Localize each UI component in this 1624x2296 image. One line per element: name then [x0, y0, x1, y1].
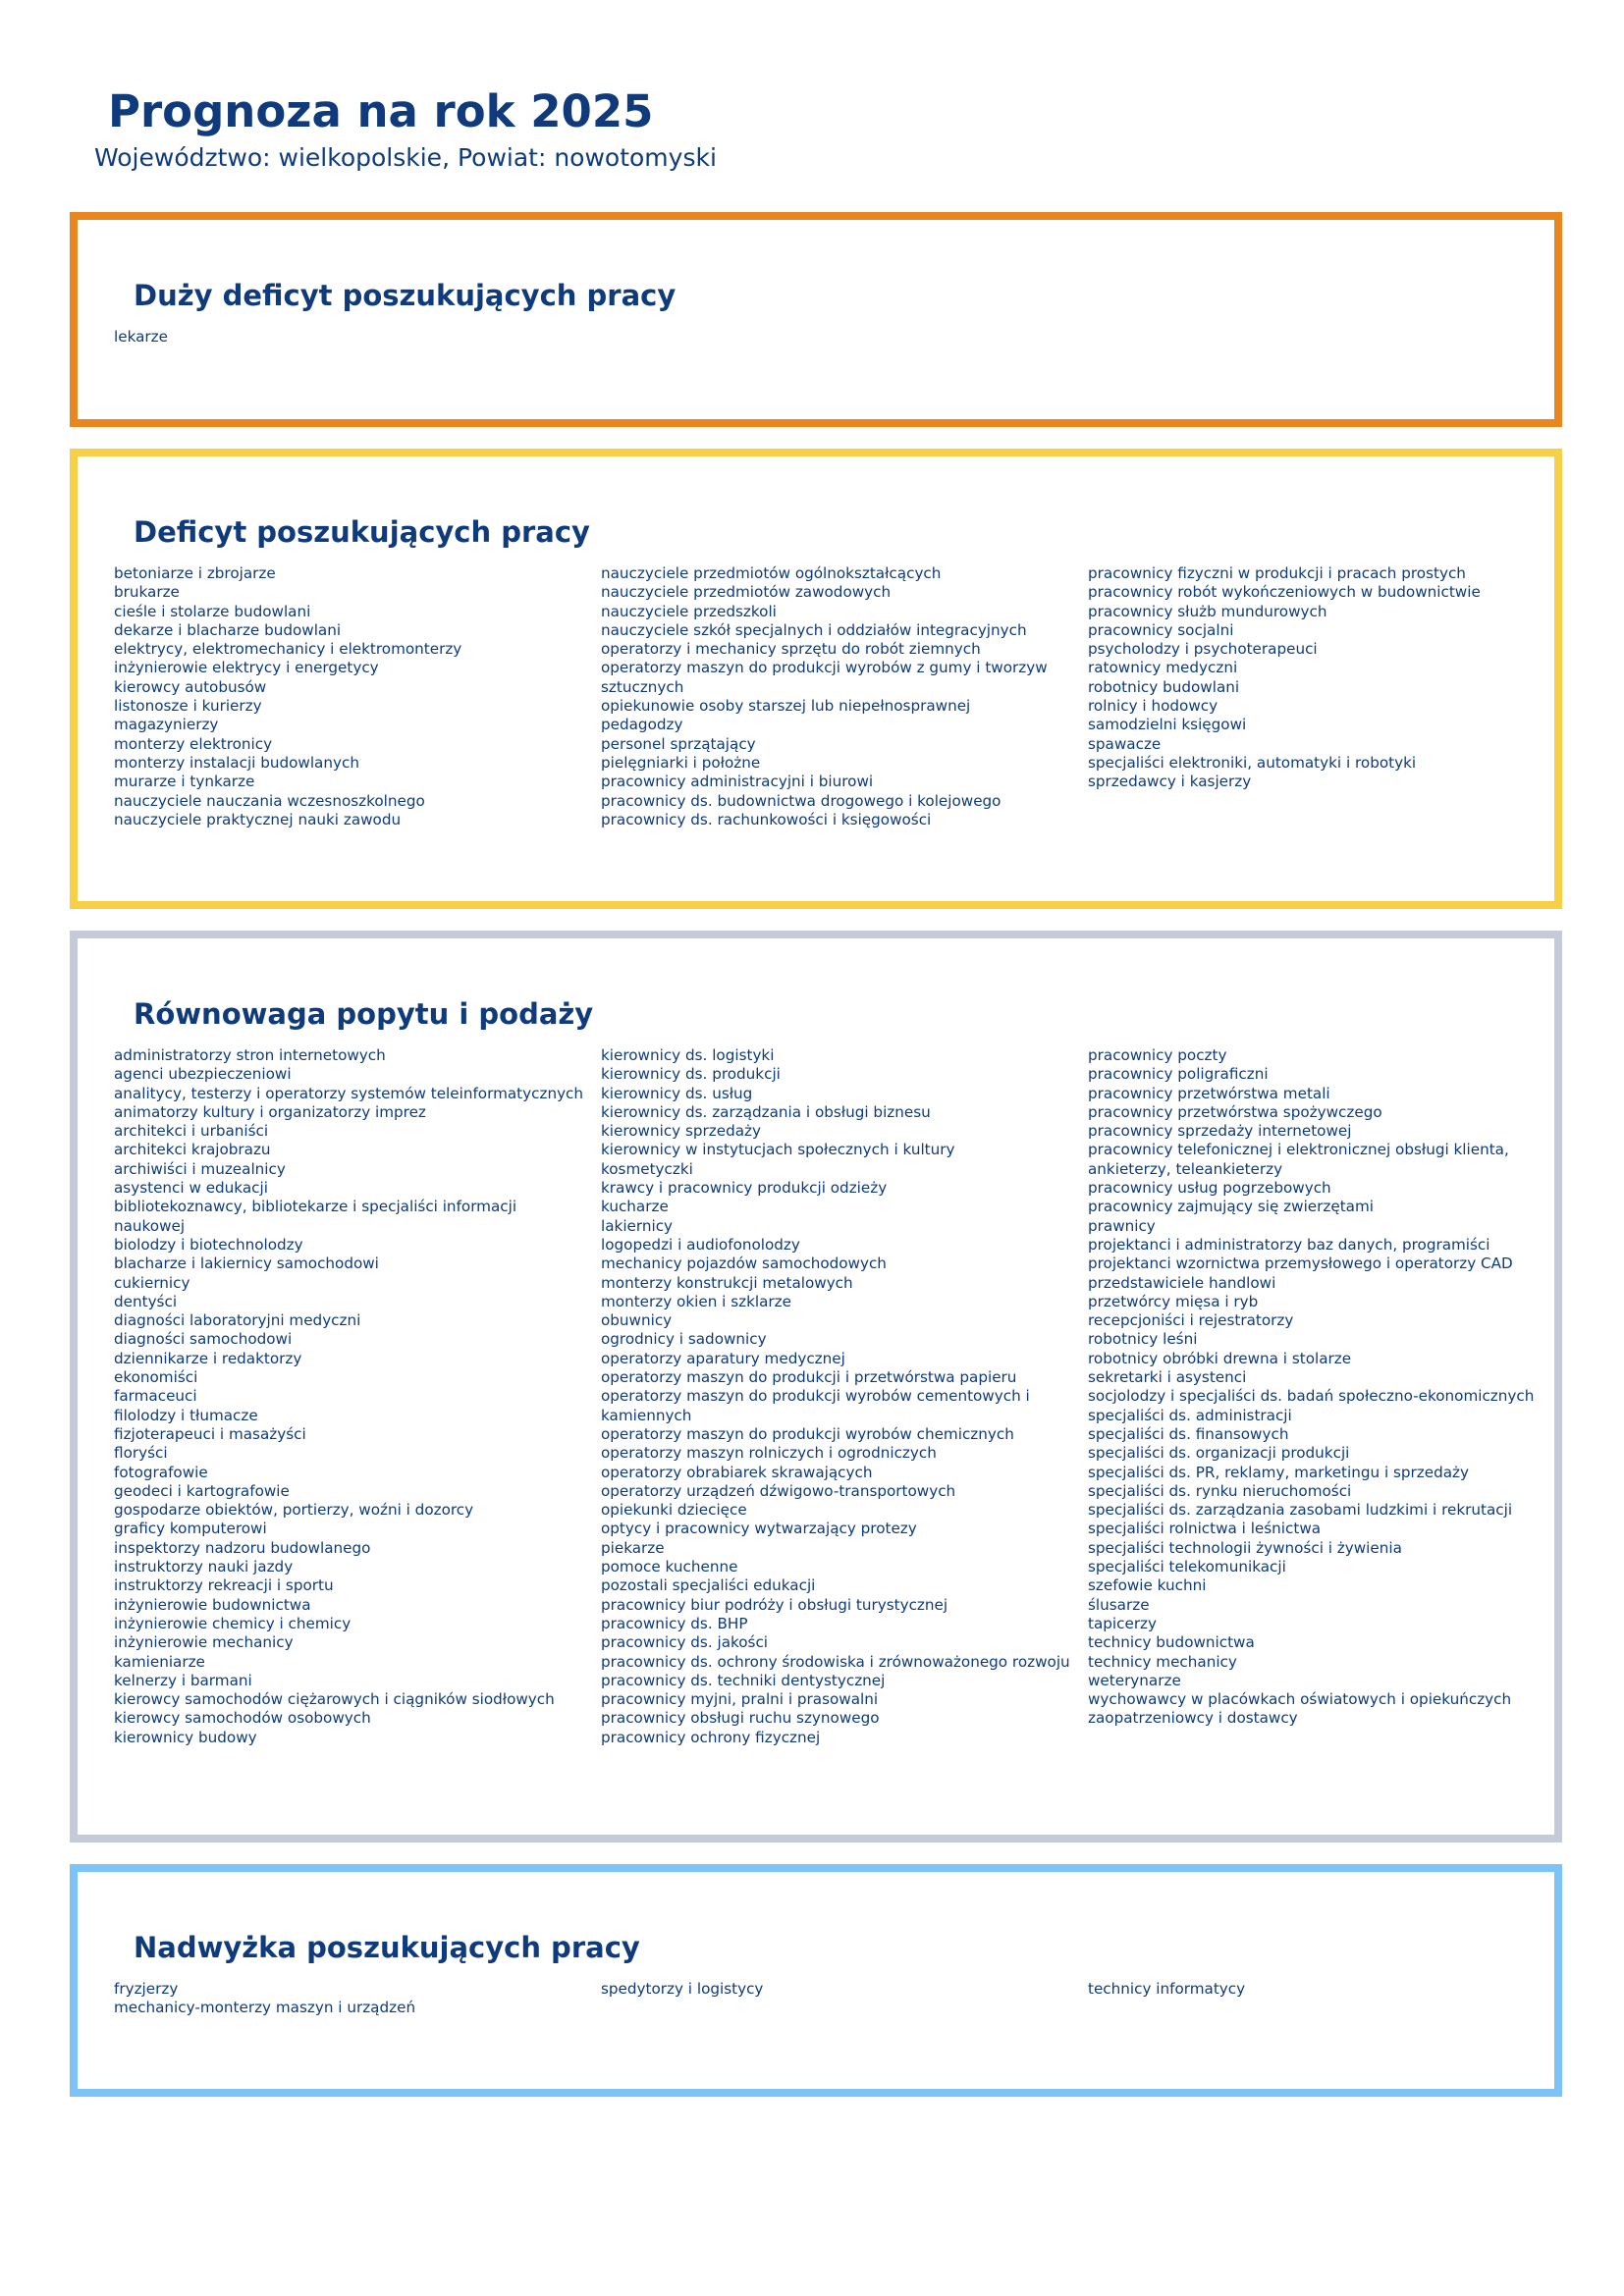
occupation-item: rolnicy i hodowcy — [1088, 697, 1218, 716]
occupation-item: bibliotekoznawcy, bibliotekarze i specjaliści informacji naukowej — [114, 1198, 517, 1235]
occupation-item: lakiernicy — [601, 1216, 674, 1235]
occupation-item: specjaliści ds. administracji — [1088, 1406, 1292, 1424]
occupation-item: nauczyciele przedszkoli — [601, 602, 777, 620]
occupation-item: kierownicy sprzedaży — [601, 1122, 762, 1141]
occupation-item: psycholodzy i psychoterapeuci — [1088, 640, 1318, 659]
occupation-item: pracownicy ochrony fizycznej — [601, 1728, 821, 1746]
occupation-item: specjaliści ds. finansowych — [1088, 1424, 1289, 1443]
occupation-item: murarze i tynkarze — [114, 773, 255, 791]
occupation-item: pracownicy sprzedaży internetowej — [1088, 1122, 1352, 1141]
occupation-item: ślusarze — [1088, 1595, 1150, 1614]
occupation-item: geodeci i kartografowie — [114, 1481, 290, 1500]
occupation-item: samodzielni księgowi — [1088, 716, 1247, 734]
occupation-item: magazynierzy — [114, 716, 219, 734]
occupation-item: pomoce kuchenne — [601, 1558, 738, 1576]
occupation-column-2 — [601, 328, 1088, 347]
occupation-item: kamieniarze — [114, 1652, 205, 1671]
occupation-item: piekarze — [601, 1538, 665, 1557]
occupation-item: robotnicy obróbki drewna i stolarze — [1088, 1349, 1352, 1367]
occupation-item: pracownicy telefonicznej i elektronicznej obsługi klienta, ankieterzy, teleankieterzy — [1088, 1141, 1509, 1178]
occupation-item: instruktorzy rekreacji i sportu — [114, 1576, 334, 1595]
occupation-item: dziennikarze i redaktorzy — [114, 1349, 302, 1367]
occupation-item: instruktorzy nauki jazdy — [114, 1558, 294, 1576]
occupation-item: spawacze — [1088, 734, 1162, 753]
occupation-item: pozostali specjaliści edukacji — [601, 1576, 816, 1595]
occupation-item: operatorzy maszyn do produkcji i przetwórstwa papieru — [601, 1368, 1017, 1387]
occupation-item: specjaliści ds. organizacji produkcji — [1088, 1444, 1350, 1463]
occupation-item: blacharze i lakiernicy samochodowi — [114, 1255, 379, 1273]
occupation-item: kosmetyczki — [601, 1159, 693, 1178]
occupation-item: inżynierowie chemicy i chemicy — [114, 1614, 352, 1632]
occupation-item: pielęgniarki i położne — [601, 753, 761, 772]
occupation-column-1 — [114, 1980, 601, 2018]
occupation-column-3 — [1088, 1046, 1575, 1747]
occupation-item: przetwórcy mięsa i ryb — [1088, 1292, 1259, 1310]
occupation-item: technicy informatycy — [1088, 1980, 1246, 1998]
occupation-item: operatorzy maszyn do produkcji wyrobów cementowych i kamiennych — [601, 1387, 1030, 1424]
occupation-item: technicy budownictwa — [1088, 1633, 1255, 1652]
occupation-item: pracownicy usług pogrzebowych — [1088, 1179, 1331, 1198]
occupation-item: mechanicy pojazdów samochodowych — [601, 1255, 887, 1273]
occupation-item: floryści — [114, 1444, 168, 1463]
section-duzy-deficyt — [70, 212, 1562, 427]
occupation-item: operatorzy maszyn do produkcji wyrobów z gumy i tworzyw sztucznych — [601, 659, 1048, 696]
occupation-item: kierownicy ds. usług — [601, 1084, 753, 1102]
occupation-item: pracownicy poligraficzni — [1088, 1065, 1269, 1084]
occupation-item: ogrodnicy i sadownicy — [601, 1330, 767, 1349]
occupation-item: fizjoterapeuci i masażyści — [114, 1424, 306, 1443]
occupation-item: inżynierowie elektrycy i energetycy — [114, 659, 379, 677]
occupation-item: analitycy, testerzy i operatorzy systemów teleinformatycznych — [114, 1084, 584, 1102]
section-title: Nadwyżka poszukujących pracy — [134, 1931, 640, 1964]
occupation-item: wychowawcy w placówkach oświatowych i opiekuńczych — [1088, 1690, 1512, 1709]
occupation-item: tapicerzy — [1088, 1614, 1158, 1632]
occupation-item: pracownicy administracyjni i biurowi — [601, 773, 874, 791]
occupation-item: filolodzy i tłumacze — [114, 1406, 258, 1424]
section-deficyt — [70, 449, 1562, 909]
occupation-item: kierownicy w instytucjach społecznych i kultury — [601, 1141, 955, 1159]
occupation-item: operatorzy maszyn rolniczych i ogrodniczych — [601, 1444, 937, 1463]
occupation-column-1 — [114, 328, 601, 347]
occupation-item: inżynierowie mechanicy — [114, 1633, 294, 1652]
occupation-item: przedstawiciele handlowi — [1088, 1273, 1276, 1292]
occupation-item: inżynierowie budownictwa — [114, 1595, 311, 1614]
occupation-item: diagności laboratoryjni medyczni — [114, 1311, 361, 1330]
occupation-column-2 — [601, 1046, 1088, 1747]
occupation-item: specjaliści elektroniki, automatyki i robotyki — [1088, 753, 1417, 772]
occupation-item: szefowie kuchni — [1088, 1576, 1207, 1595]
occupation-item: farmaceuci — [114, 1387, 197, 1406]
occupation-item: sprzedawcy i kasjerzy — [1088, 773, 1252, 791]
occupation-item: weterynarze — [1088, 1671, 1181, 1689]
occupation-item: optycy i pracownicy wytwarzający protezy — [601, 1520, 917, 1538]
page-subtitle: Województwo: wielkopolskie, Powiat: nowotomyski — [94, 143, 717, 172]
occupation-item: projektanci wzornictwa przemysłowego i operatorzy CAD — [1088, 1255, 1513, 1273]
occupation-item: gospodarze obiektów, portierzy, woźni i dozorcy — [114, 1501, 474, 1520]
occupation-item: animatorzy kultury i organizatorzy imprez — [114, 1102, 426, 1121]
occupation-item: zaopatrzeniowcy i dostawcy — [1088, 1709, 1298, 1728]
occupation-item: pracownicy robót wykończeniowych w budownictwie — [1088, 583, 1481, 602]
occupation-item: inspektorzy nadzoru budowlanego — [114, 1538, 371, 1557]
occupation-item: obuwnicy — [601, 1311, 673, 1330]
occupation-columns — [114, 1980, 1535, 2018]
occupation-item: asystenci w edukacji — [114, 1179, 268, 1198]
occupation-item: pracownicy ds. ochrony środowiska i zrównoważonego rozwoju — [601, 1652, 1070, 1671]
occupation-item: pracownicy służb mundurowych — [1088, 602, 1327, 620]
occupation-item: specjaliści ds. zarządzania zasobami ludzkimi i rekrutacji — [1088, 1501, 1513, 1520]
occupation-item: specjaliści ds. PR, reklamy, marketingu i sprzedaży — [1088, 1463, 1470, 1481]
occupation-item: pedagodzy — [601, 716, 683, 734]
occupation-item: fotografowie — [114, 1463, 208, 1481]
occupation-column-1 — [114, 564, 601, 829]
occupation-item: pracownicy ds. jakości — [601, 1633, 769, 1652]
occupation-item: pracownicy socjalni — [1088, 620, 1234, 639]
occupation-item: personel sprzątający — [601, 734, 756, 753]
occupation-item: krawcy i pracownicy produkcji odzieży — [601, 1179, 888, 1198]
occupation-item: operatorzy i mechanicy sprzętu do robót ziemnych — [601, 640, 981, 659]
occupation-item: cukiernicy — [114, 1273, 190, 1292]
occupation-item: opiekunowie osoby starszej lub niepełnosprawnej — [601, 697, 971, 716]
occupation-item: kierownicy ds. logistyki — [601, 1046, 775, 1064]
occupation-item: architekci krajobrazu — [114, 1141, 271, 1159]
occupation-item: projektanci i administratorzy baz danych, programiści — [1088, 1235, 1490, 1254]
occupation-item: biolodzy i biotechnolodzy — [114, 1235, 303, 1254]
occupation-item: monterzy elektronicy — [114, 734, 273, 753]
occupation-item: kierownicy ds. produkcji — [601, 1065, 781, 1084]
section-nadwyzka — [70, 1864, 1562, 2097]
occupation-item: brukarze — [114, 583, 180, 602]
occupation-item: operatorzy obrabiarek skrawających — [601, 1463, 873, 1481]
occupation-item: betoniarze i zbrojarze — [114, 564, 276, 582]
occupation-item: operatorzy maszyn do produkcji wyrobów chemicznych — [601, 1424, 1014, 1443]
occupation-item: operatorzy urządzeń dźwigowo-transportowych — [601, 1481, 956, 1500]
occupation-item: pracownicy fizyczni w produkcji i pracach prostych — [1088, 564, 1466, 582]
occupation-item: nauczyciele szkół specjalnych i oddziałów integracyjnych — [601, 620, 1027, 639]
occupation-item: architekci i urbaniści — [114, 1122, 269, 1141]
occupation-item: specjaliści technologii żywności i żywienia — [1088, 1538, 1402, 1557]
occupation-item: cieśle i stolarze budowlani — [114, 602, 311, 620]
occupation-item: kierowcy samochodów ciężarowych i ciągników siodłowych — [114, 1690, 555, 1709]
occupation-item: administratorzy stron internetowych — [114, 1046, 386, 1064]
occupation-item: dekarze i blacharze budowlani — [114, 620, 342, 639]
section-title: Równowaga popytu i podaży — [134, 997, 594, 1031]
occupation-item: robotnicy budowlani — [1088, 677, 1240, 696]
occupation-column-2 — [601, 1980, 1088, 2018]
occupation-item: nauczyciele przedmiotów zawodowych — [601, 583, 892, 602]
occupation-item: pracownicy przetwórstwa spożywczego — [1088, 1102, 1382, 1121]
occupation-item: pracownicy zajmujący się zwierzętami — [1088, 1198, 1374, 1216]
occupation-item: specjaliści rolnictwa i leśnictwa — [1088, 1520, 1322, 1538]
occupation-item: spedytorzy i logistycy — [601, 1980, 764, 1998]
occupation-item: robotnicy leśni — [1088, 1330, 1198, 1349]
occupation-item: logopedzi i audiofonolodzy — [601, 1235, 800, 1254]
occupation-item: pracownicy biur podróży i obsługi turystycznej — [601, 1595, 948, 1614]
occupation-column-1 — [114, 1046, 601, 1747]
occupation-item: pracownicy ds. BHP — [601, 1614, 748, 1632]
occupation-item: socjolodzy i specjaliści ds. badań społeczno-ekonomicznych — [1088, 1387, 1535, 1406]
page-title: Prognoza na rok 2025 — [108, 85, 654, 137]
occupation-item: pracownicy obsługi ruchu szynowego — [601, 1709, 880, 1728]
occupation-item: pracownicy ds. budownictwa drogowego i kolejowego — [601, 791, 1001, 810]
occupation-item: diagności samochodowi — [114, 1330, 293, 1349]
occupation-column-2 — [601, 564, 1088, 829]
occupation-item: monterzy okien i szklarze — [601, 1292, 791, 1310]
occupation-item: nauczyciele praktycznej nauki zawodu — [114, 810, 402, 828]
occupation-item: kierownicy ds. zarządzania i obsługi biznesu — [601, 1102, 931, 1121]
occupation-item: lekarze — [114, 328, 168, 346]
occupation-item: pracownicy ds. techniki dentystycznej — [601, 1671, 886, 1689]
occupation-item: operatorzy aparatury medycznej — [601, 1349, 845, 1367]
occupation-item: elektrycy, elektromechanicy i elektromonterzy — [114, 640, 462, 659]
occupation-item: mechanicy-monterzy maszyn i urządzeń — [114, 1999, 416, 2017]
occupation-item: agenci ubezpieczeniowi — [114, 1065, 292, 1084]
occupation-item: pracownicy myjni, pralni i prasowalni — [601, 1690, 879, 1709]
occupation-columns — [114, 1046, 1535, 1747]
occupation-item: sekretarki i asystenci — [1088, 1368, 1247, 1387]
section-rownowaga — [70, 931, 1562, 1842]
occupation-item: technicy mechanicy — [1088, 1652, 1237, 1671]
occupation-item: monterzy instalacji budowlanych — [114, 753, 359, 772]
occupation-item: kierowcy samochodów osobowych — [114, 1709, 371, 1728]
occupation-item: ekonomiści — [114, 1368, 198, 1387]
occupation-item: fryzjerzy — [114, 1980, 179, 1998]
occupation-item: prawnicy — [1088, 1216, 1156, 1235]
occupation-item: recepcjoniści i rejestratorzy — [1088, 1311, 1294, 1330]
occupation-item: opiekunki dziecięce — [601, 1501, 747, 1520]
occupation-item: kierowcy autobusów — [114, 677, 267, 696]
section-title: Duży deficyt poszukujących pracy — [134, 279, 677, 312]
occupation-column-3 — [1088, 564, 1575, 829]
occupation-item: kucharze — [601, 1198, 669, 1216]
occupation-column-3 — [1088, 328, 1575, 347]
occupation-item: pracownicy ds. rachunkowości i księgowości — [601, 810, 932, 828]
occupation-item: kierownicy budowy — [114, 1728, 257, 1746]
occupation-item: nauczyciele nauczania wczesnoszkolnego — [114, 791, 425, 810]
occupation-column-3 — [1088, 1980, 1575, 2018]
occupation-item: pracownicy poczty — [1088, 1046, 1227, 1064]
occupation-item: pracownicy przetwórstwa metali — [1088, 1084, 1330, 1102]
occupation-item: monterzy konstrukcji metalowych — [601, 1273, 853, 1292]
occupation-item: specjaliści telekomunikacji — [1088, 1558, 1286, 1576]
occupation-item: kelnerzy i barmani — [114, 1671, 252, 1689]
section-title: Deficyt poszukujących pracy — [134, 515, 590, 549]
occupation-item: graficy komputerowi — [114, 1520, 267, 1538]
occupation-columns — [114, 564, 1535, 829]
occupation-item: specjaliści ds. rynku nieruchomości — [1088, 1481, 1352, 1500]
occupation-item: nauczyciele przedmiotów ogólnokształcących — [601, 564, 942, 582]
occupation-item: listonosze i kurierzy — [114, 697, 262, 716]
occupation-columns — [114, 328, 1535, 347]
occupation-item: ratownicy medyczni — [1088, 659, 1238, 677]
occupation-item: dentyści — [114, 1292, 178, 1310]
occupation-item: archiwiści i muzealnicy — [114, 1159, 286, 1178]
